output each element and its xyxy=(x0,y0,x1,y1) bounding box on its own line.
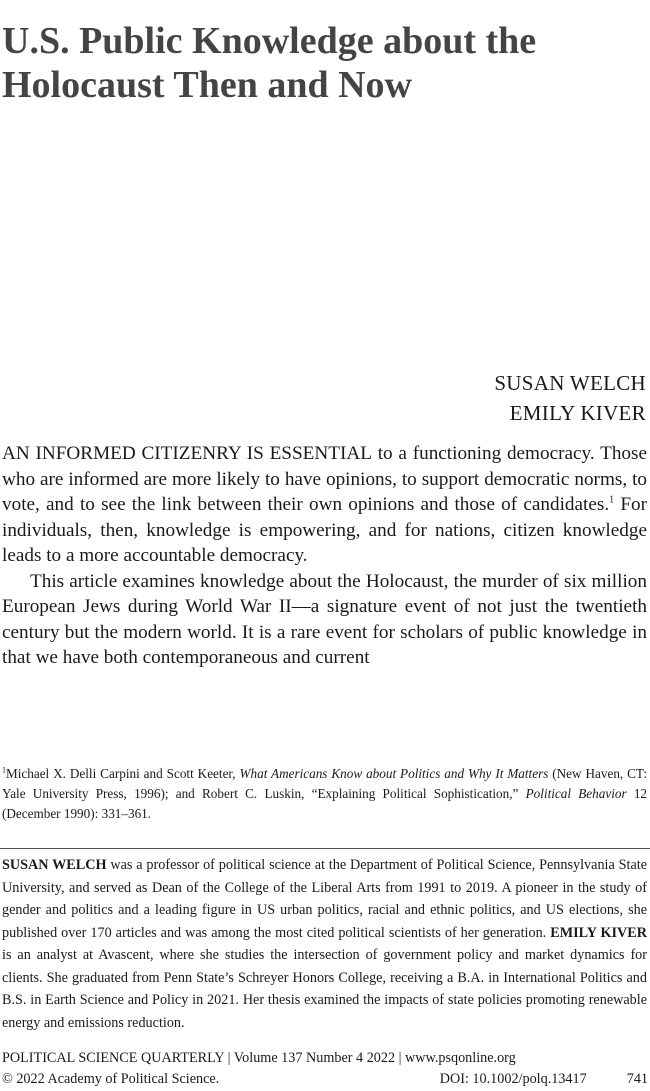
bio-text: was a professor of political science at the Department of Political Science, Pennsylvania State University, and served as Dean of the College of the Liberal Arts from 1991 to 2019. A pioneer in the study of gender and politics and a leading figure in US urban politics, racial and ethnic politics, and US elections, she published over 170 articles and was among the most cited political scientists of her generation. xyxy=(2,857,647,941)
author-bio xyxy=(2,854,647,1034)
body-paragraph xyxy=(2,441,647,569)
page-number: 741 xyxy=(626,1071,648,1087)
footnote-journal-title: Political Behavior xyxy=(525,786,627,801)
footnote-book-title: What Americans Know about Politics and Why It Matters xyxy=(239,766,549,781)
bio-author-name: EMILY KIVER xyxy=(550,924,648,941)
copyright: © 2022 Academy of Political Science. xyxy=(2,1071,220,1087)
body-text-segment: to a functioning democracy. Those who are informed are more likely to have opinions, to support democratic norms, to vote, and to see the link between their own opinions and those of candidates. xyxy=(2,443,647,515)
footnote-text: (New Haven, CT: Yale University Press, 1996); and Robert C. Luskin, “Explaining Political Sophistication,” xyxy=(2,766,647,801)
footnote-text: Michael X. Delli Carpini and Scott Keeter, xyxy=(6,766,240,781)
journal-info: POLITICAL SCIENCE QUARTERLY | Volume 137 Number 4 2022 | www.psqonline.org xyxy=(2,1050,516,1066)
author-name: EMILY KIVER xyxy=(509,401,646,425)
body-paragraph: This article examines knowledge about the Holocaust, the murder of six million European Jews during World War II—a signature event of not just the twentieth century but the modern world. It is a rare event for scholars of public knowledge in that we have both contemporaneous and current xyxy=(2,570,647,668)
bio-text: is an analyst at Avascent, where she studies the intersection of government policy and market dynamics for clients. She graduated from Penn State’s Schreyer Honors College, receiving a B.A. in International Politics and B.S. in Earth Science and Policy in 2021. Her thesis examined the impacts of state policies promoting renewable energy and emissions reduction. xyxy=(2,947,647,1031)
footnote-reference[interactable]: 1 xyxy=(609,494,615,506)
article-title: U.S. Public Knowledge about the Holocaust Then and Now xyxy=(2,20,537,107)
footnote-number: 1 xyxy=(2,765,6,775)
body-text-segment: For individuals, then, knowledge is empowering, and for nations, citizen knowledge leads to a more accountable democracy. xyxy=(2,494,647,566)
lead-in: AN INFORMED CITIZENRY IS ESSENTIAL xyxy=(2,443,372,464)
author-list xyxy=(494,368,646,428)
doi[interactable]: DOI: 10.1002/polq.13417 xyxy=(439,1071,587,1087)
bio-author-name: SUSAN WELCH xyxy=(2,857,107,873)
article-body xyxy=(2,441,647,671)
journal-footer xyxy=(2,1048,648,1090)
footnote xyxy=(2,764,647,824)
author-name: SUSAN WELCH xyxy=(494,371,646,395)
divider xyxy=(0,848,650,849)
footnote-text: 12 (December 1990): 331–361. xyxy=(2,786,648,821)
